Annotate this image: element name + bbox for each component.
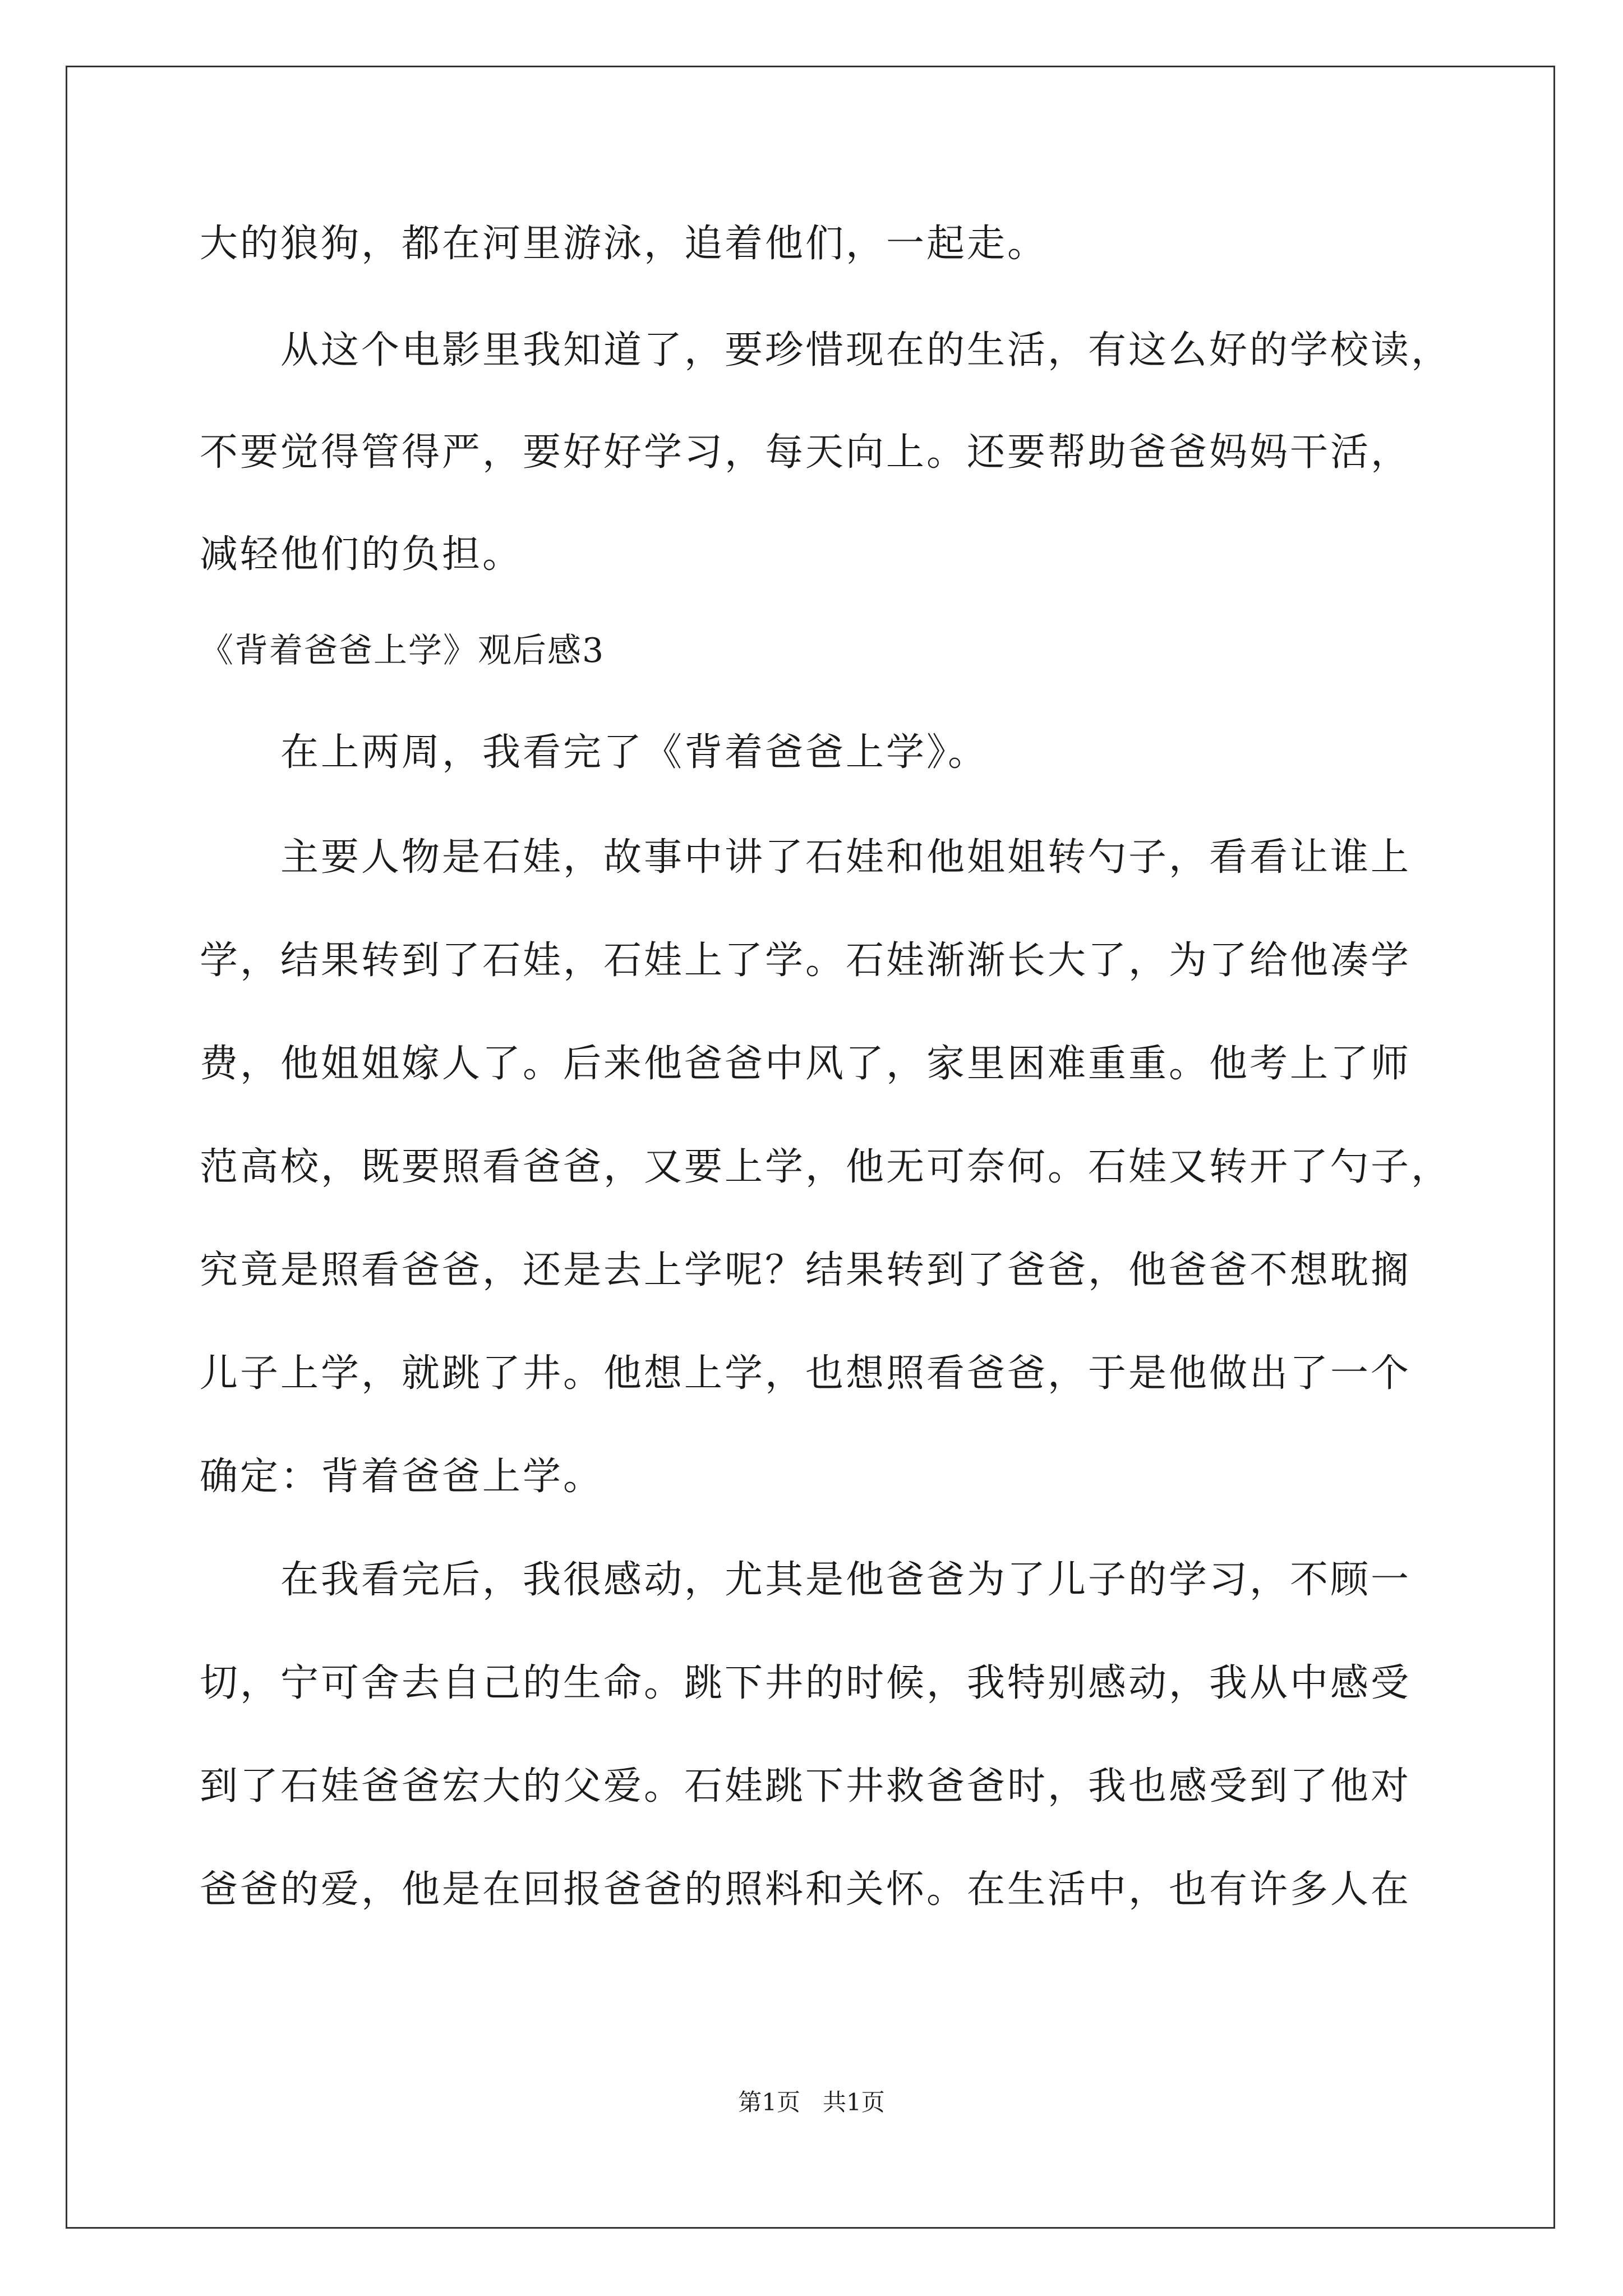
- text-line: 切，宁可舍去自己的生命。跳下井的时候，我特别感动，我从中感受: [200, 1661, 1412, 1705]
- text-line: 大的狼狗，都在河里游泳，追着他们，一起走。: [200, 222, 1048, 266]
- text-line: 减轻他们的负担。: [200, 532, 523, 577]
- text-line: 不要觉得管得严，要好好学习，每天向上。还要帮助爸爸妈妈干活，: [200, 430, 1412, 475]
- text-line: 爸爸的爱，他是在回报爸爸的照料和关怀。在生活中，也有许多人在: [200, 1867, 1412, 1912]
- text-line: 确定：背着爸爸上学。: [200, 1455, 604, 1499]
- text-line: 儿子上学，就跳了井。他想上学，也想照看爸爸，于是他做出了一个: [200, 1351, 1412, 1396]
- text-line: 费，他姐姐嫁人了。后来他爸爸中风了，家里困难重重。他考上了师: [200, 1042, 1412, 1086]
- paragraph-start: 从这个电影里我知道了，要珍惜现在的生活，有这么好的学校读，: [280, 328, 1452, 372]
- text-line: 学，结果转到了石娃，石娃上了学。石娃渐渐长大了，为了给他凑学: [200, 938, 1412, 983]
- text-line: 究竟是照看爸爸，还是去上学呢？结果转到了爸爸，他爸爸不想耽搁: [200, 1248, 1412, 1292]
- page-total: 共1页: [823, 2088, 885, 2116]
- page-footer: [0, 2086, 1623, 2119]
- paragraph-start: 在上两周，我看完了《背着爸爸上学》。: [280, 730, 989, 775]
- text-line: 到了石娃爸爸宏大的父爱。石娃跳下井救爸爸时，我也感受到了他对: [200, 1764, 1412, 1809]
- paragraph-start: 主要人物是石娃，故事中讲了石娃和他姐姐转勺子，看看让谁上: [280, 835, 1412, 880]
- text-line: 范高校，既要照看爸爸，又要上学，他无可奈何。石娃又转开了勺子，: [200, 1145, 1452, 1189]
- paragraph-start: 在我看完后，我很感动，尤其是他爸爸为了儿子的学习，不顾一: [280, 1558, 1412, 1602]
- page-number: 第1页: [738, 2088, 800, 2116]
- section-heading: 《背着爸爸上学》观后感3: [200, 631, 605, 670]
